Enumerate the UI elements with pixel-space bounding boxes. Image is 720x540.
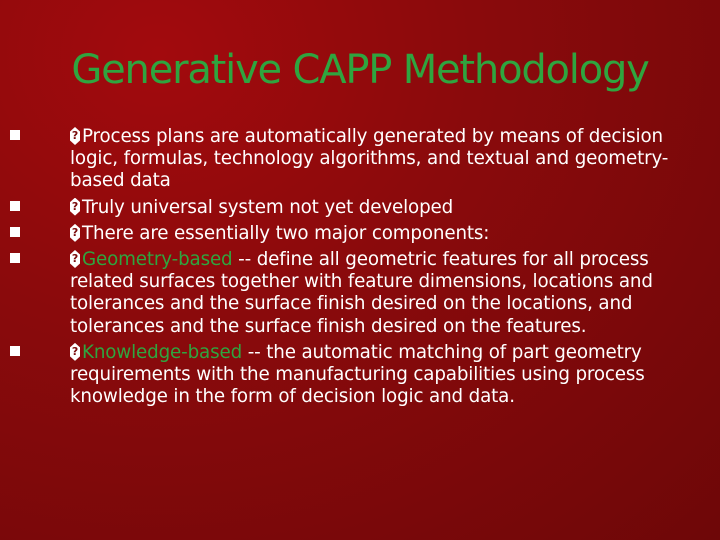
replacement-character-icon xyxy=(70,127,80,145)
slide-title: Generative CAPP Methodology xyxy=(71,47,649,93)
bullet-list xyxy=(60,126,695,412)
square-bullet-icon xyxy=(10,227,20,237)
bullet-text: -- the automatic matching of part geometry requirements with the manufacturing capabilities using process knowledge in the form of decision logic and data. xyxy=(70,341,645,408)
bullet-item xyxy=(60,197,695,219)
bullet-item xyxy=(60,126,695,193)
bullet-item xyxy=(60,342,695,409)
square-bullet-icon xyxy=(10,130,20,140)
bullet-text: There are essentially two major components: xyxy=(82,222,490,244)
square-bullet-icon xyxy=(10,201,20,211)
bullet-text: Truly universal system not yet developed xyxy=(82,196,454,218)
square-bullet-icon xyxy=(10,253,20,263)
bullet-text: Process plans are automatically generated by means of decision logic, formulas, technology algorithms, and textual and geometry-based data xyxy=(70,126,669,192)
replacement-character-icon xyxy=(70,250,80,268)
knowledge-based-term: Knowledge-based xyxy=(82,341,243,363)
bullet-item xyxy=(60,223,695,245)
replacement-character-icon xyxy=(70,224,80,242)
square-bullet-icon xyxy=(10,346,20,356)
bullet-item xyxy=(60,249,695,338)
bullet-text: -- define all geometric features for all process related surfaces together with feature dimensions, locations and tolerances and the surface finish desired on the locations, and tolerances and the surface finish desired on the features. xyxy=(70,249,653,337)
geometry-based-term: Geometry-based xyxy=(82,249,233,271)
replacement-character-icon xyxy=(70,343,80,361)
replacement-character-icon xyxy=(70,198,80,216)
